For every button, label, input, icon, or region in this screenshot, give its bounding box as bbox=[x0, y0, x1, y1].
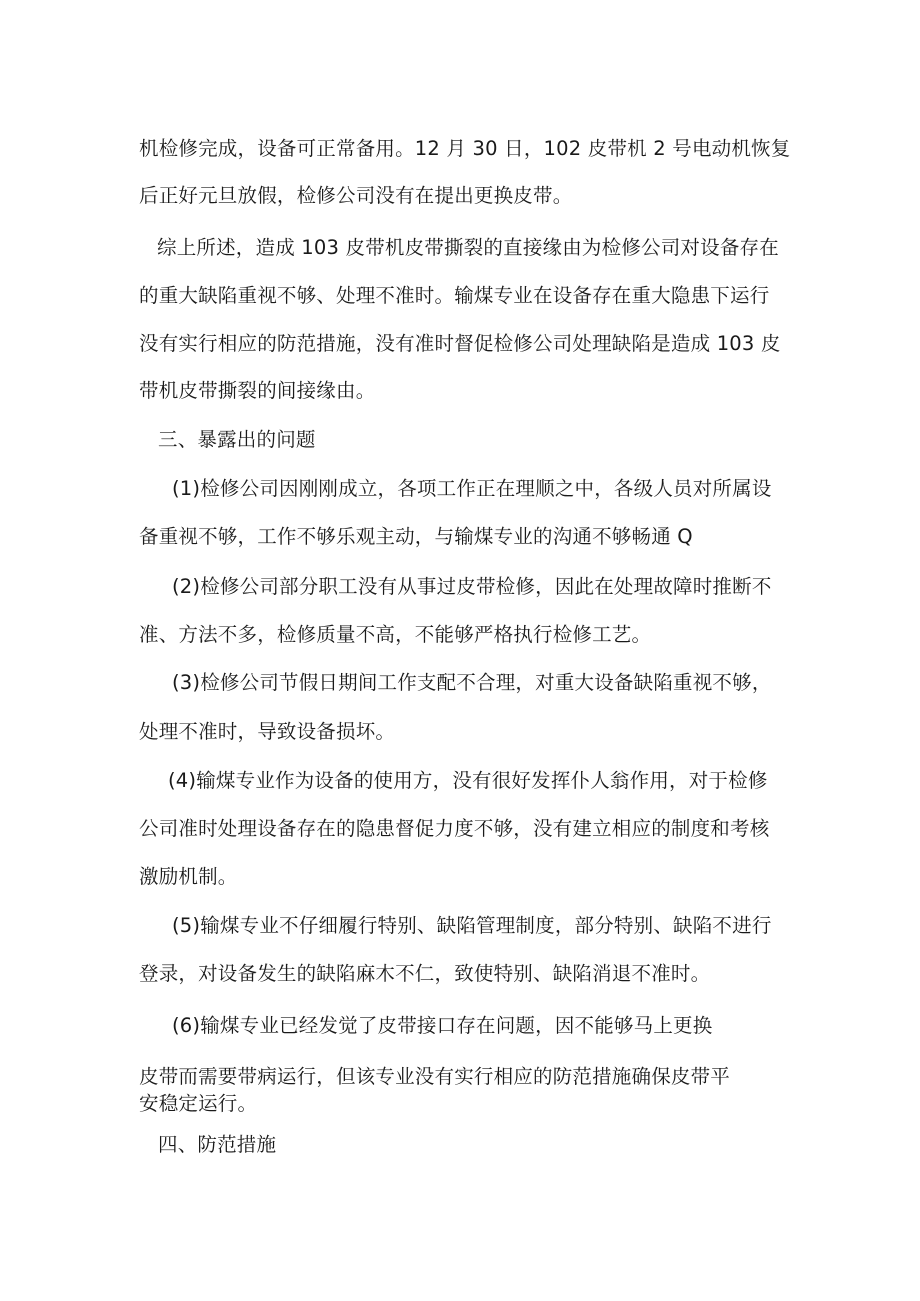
section-4-heading: 四、防范措施 bbox=[158, 1133, 277, 1156]
item-2-line-2: 准、方法不多，检修质量不高，不能够严格执行检修工艺。 bbox=[139, 623, 652, 646]
item-5-line-1: (5)输煤专业不仔细履行特别、缺陷管理制度，部分特别、缺陷不进行 bbox=[172, 914, 772, 937]
summary-line-1: 综上所述，造成 103 皮带机皮带撕裂的直接缘由为检修公司对设备存在 bbox=[157, 236, 779, 259]
section-3-heading: 三、暴露出的问题 bbox=[158, 428, 316, 451]
item-6-line-3: 安稳定运行。 bbox=[139, 1092, 258, 1115]
item-4-line-2: 公司准时处理设备存在的隐患督促力度不够，没有建立相应的制度和考核 bbox=[139, 817, 770, 840]
intro-line-2: 后正好元旦放假，检修公司没有在提出更换皮带。 bbox=[139, 184, 573, 207]
item-6-line-1: (6)输煤专业已经发觉了皮带接口存在问题，因不能够马上更换 bbox=[172, 1014, 713, 1037]
item-3-line-2: 处理不准时，导致设备损坏。 bbox=[139, 720, 396, 743]
summary-line-4: 带机皮带撕裂的间接缘由。 bbox=[139, 379, 376, 402]
item-2-line-1: (2)检修公司部分职工没有从事过皮带检修，因此在处理故障时推断不 bbox=[172, 575, 772, 598]
item-6-line-2: 皮带而需要带病运行，但该专业没有实行相应的防范措施确保皮带平 bbox=[139, 1065, 731, 1088]
summary-line-2: 的重大缺陷重视不够、处理不准时。输煤专业在设备存在重大隐患下运行 bbox=[139, 284, 770, 307]
item-4-line-3: 激励机制。 bbox=[139, 865, 238, 888]
item-4-line-1: (4)输煤专业作为设备的使用方，没有很好发挥仆人翁作用，对于检修 bbox=[168, 769, 768, 792]
summary-line-3: 没有实行相应的防范措施，没有准时督促检修公司处理缺陷是造成 103 皮 bbox=[139, 332, 781, 355]
item-1-line-2: 备重视不够，工作不够乐观主动，与输煤专业的沟通不够畅通 Q bbox=[139, 525, 693, 548]
item-5-line-2: 登录，对设备发生的缺陷麻木不仁，致使特别、缺陷消退不准时。 bbox=[139, 962, 711, 985]
item-1-line-1: (1)检修公司因刚刚成立，各项工作正在理顺之中，各级人员对所属设 bbox=[172, 477, 772, 500]
item-3-line-1: (3)检修公司节假日期间工作支配不合理，对重大设备缺陷重视不够， bbox=[172, 671, 772, 694]
intro-line-1: 机检修完成，设备可正常备用。12 月 30 日，102 皮带机 2 号电动机恢复 bbox=[139, 137, 791, 160]
